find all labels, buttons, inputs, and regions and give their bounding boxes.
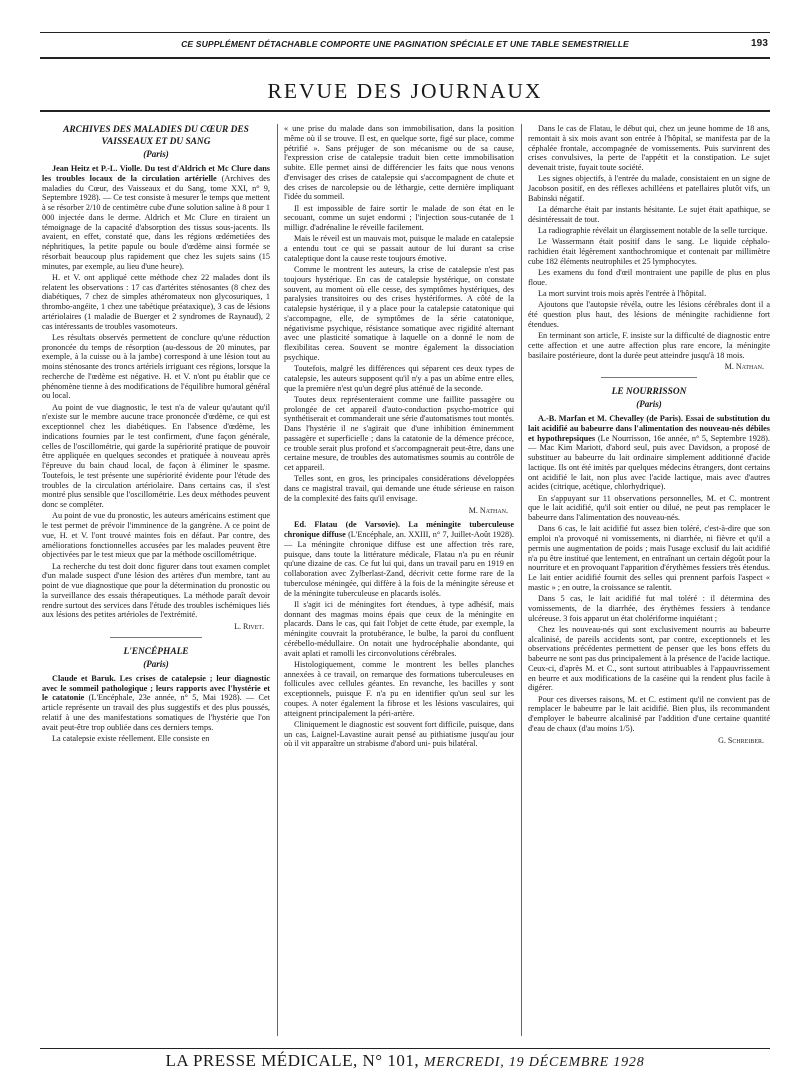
article-heitz: [42, 164, 270, 271]
paragraph: Comme le montrent les auteurs, la crise de catalepsie n'est pas toujours hystérique. En cas de catalepsie hystérique, on constate souvent, au moment où elle cesse, des symptômes hystériques, des paralysies transitoires ou des crises hystériformes. A côté de la catalepsie hystérique, il y a place pour la catalepsie catatonique qui s'accompagne, elle, de symptômes de la série catatonique, négativisme psychique, résistance somatique avec rigidité alternant avec une plasticité somatique à laquelle on a donné le nom de flexibilitas cerea. Souvent se montre également la dissociation psychique.: [284, 265, 514, 362]
paragraph: La démarche était par instants hésitante. Le sujet était apathique, se désintéressait de tout.: [528, 205, 770, 224]
paragraph: Les examens du fond d'œil montraient une papille de plus en plus floue.: [528, 268, 770, 287]
paragraph: Toutefois, malgré les différences qui séparent ces deux types de catalepsie, les auteurs supposent qu'il n'y a pas un abîme entre elles, que la première n'est qu'un degré plus atténué de la seconde.: [284, 364, 514, 393]
column-1: [42, 124, 270, 1036]
running-header: [40, 32, 770, 59]
author-signature: M. Nathan.: [468, 505, 508, 515]
paragraph: Cliniquement le diagnostic est souvent fort difficile, puisque, dans un cas, Laignel-Lavastine aurait pensé au pithiatisme jusqu'au jour où il vit apparaître un strabisme d'abord uni- puis bilatéral.: [284, 719, 514, 749]
footer-date: MERCREDI, 19 DÉCEMBRE 1928: [423, 1055, 645, 1070]
paragraph: Dans 5 cas, le lait acidifié fut mal toléré : il détermina des vomissements, de la diarrhée, des érythèmes fessiers à tendance ulcéreuse. 3 fois apparut un état cholériforme inquiétant ;: [528, 594, 770, 623]
article-flatau: [284, 520, 514, 598]
article-text: (Le Nourrisson, 16e année, n° 5, Septembre 1928). — Mac Kim Mariott, d'abord seul, puis avec Davidson, a proposé de substituer au babeurre du lait ordinaire simplement additionné d'acide lactique. Ils ont été imités par quelques médecins étrangers, dont certains ont acidifié le lait, non plus avec l'acide lactique, mais avec d'autres acides (citrique, acétique, chlorhydrique).: [528, 433, 770, 492]
paragraph: Au point de vue du pronostic, les auteurs américains estiment que le test permet de prévoir l'imminence de la gangrène. A ce point de vue, H. et V. l'ont trouvé maintes fois en défaut. Par contre, des améliorations fonctionnelles accusées par les malades peuvent être objectivées par le test mieux que par la méthode oscillométrique.: [42, 511, 270, 560]
paragraph: En s'appuyant sur 11 observations personnelles, M. et C. montrent que le lait acidifié, qu'il soit entier ou dilué, ne peut pas remplacer le babeurre dans l'alimentation des nouveau-nés.: [528, 493, 770, 522]
paragraph: Chez les nouveau-nés qui sont exclusivement nourris au babeurre alcalinisé, de pareils accidents sont, par contre, exceptionnels et les observations précédentes permettent de penser que les bons effets du babeurre ne sont pas dus principalement à la présence de l'acide lactique. Ceux-ci, d'après M. et C., sont surtout attribuables à l'appauvrissement en beurre et aux modifications de la caséine qui la rendent plus facile à digérer.: [528, 624, 770, 693]
section-city: (Paris): [143, 149, 169, 159]
paragraph: Il s'agit ici de méningites fort étendues, à type adhésif, mais donnant des magmas moins épais que ceux de la méningite en placards. Dans le cas, qui fait l'objet de cette étude, par exemple, la méningite couvrait la protubérance, le bulbe, la paroi du confluent cérébello-médullaire. On notait une hydrocéphalie abondante, qui avait aplati et ramolli les circonvolutions cérébrales.: [284, 599, 514, 658]
paragraph: Les résultats observés permettent de conclure qu'une réduction prononcée du temps de résorption (au-dessous de 20 minutes, par exemple, à la cuisse ou à la jambe) correspond à une lésion tout au moins sténosante des troncs artériels irriguant ces régions, lorsque la recherche de l'œdème est négative. H. et V. n'ont pu établir que ce phénomène tienne à des modifications de l'équilibre humoral général ou local.: [42, 332, 270, 401]
title-rule: [40, 110, 770, 112]
section-heading-encephale: L'ENCÉPHALE: [123, 646, 189, 657]
page-footer: [40, 1048, 770, 1071]
section-divider: [110, 637, 201, 638]
article-lead: A.-B. Marfan et M. Chevalley (de Paris). Essai de substitution du lait acidifié au babeurre dans l'alimentation des nouveau-nés débiles et hypothrepsiques: [528, 414, 770, 443]
paragraph: Toutes deux représenteraient comme une faillite passagère ou prolongée de cet appareil d'auto-conduction psycho-motrice qui synthétiserait et commanderait une série d'automatismes tout montés. Dans l'hystérie il ne s'agirait que d'une inhibition éminemment passagère et superficielle ; dans la catatonie de la démence précoce, ce trouble serait plus profond et s'accompagnerait peut-être, dans une certaine mesure, de troubles des automatismes soumis au contrôle de cet appareil.: [284, 394, 514, 472]
paragraph: Pour ces diverses raisons, M. et C. estiment qu'il ne convient pas de remplacer le babeurre par le lait acidifié. Bien plus, ils recommandent d'employer le babeurre alcalinisé par l'addition d'une certaine quantité d'eau de chaux (d'au moins 1/5).: [528, 694, 770, 733]
article-claude-baruk: [42, 674, 270, 733]
paragraph: Les signes objectifs, à l'entrée du malade, consistaient en un signe de Jacobson positif, en des réflexes achilléens et patellaires plutôt vifs, un Babinski négatif.: [528, 174, 770, 203]
article-text: (L'Encéphale, an. XXIII, n° 7, Juillet-Août 1928). — La méningite chronique diffuse est une affection très rare, puisque, dans toute la littérature médicale, Flatau n'a pu en réunir qu'une dizaine de cas. Ce fut lui qui, dans un travail paru en 1919 en collaboration avec Zylberlast-Zand, décrivit cette forme rare de la tuberculose méningée, qui diffère à la fois de la méningite séreuse et de la méningite tuberculeuse en placards isolés.: [284, 530, 514, 598]
paragraph: La mort survint trois mois après l'entrée à l'hôpital.: [538, 289, 707, 298]
paragraph: H. et V. ont appliqué cette méthode chez 22 malades dont ils relatent les observations : 17 cas d'artérites sténosantes (8 chez des diabétiques, 7 chez de simples athéromateux non glycosuriques, 1 thrombo-angéite, 1 chez une tabétique préataxique), 3 cas de lésions artériolaires (1 maladie de Buerger et 2 syndromes de Raynaud), 2 cas intéressants de troubles vasomoteurs.: [42, 272, 270, 331]
article-text: (Archives des maladies du Cœur, des Vaisseaux et du Sang, tome XXI, n° 9, Septembre 1928). — Ce test consiste à mesurer le temps que mettent à se résorber 2/10 de centimètre cube d'une solution saline à 8 pour 1 000 injectée dans le derme. Aldrich et Mc Clure en tiraient un témoignage de la capacité d'absorption des tissus sous-jacents. Ils avaient, en effet, constaté que, dans les régions œdémetiées des néphritiques, la petite papule ou boule d'œdème ainsi formée se résorbait beaucoup plus rapidement que chez les sujets sains (15 minutes, par exemple, au lieu d'une heure).: [42, 173, 270, 271]
article-lead: Claude et Baruk. Les crises de catalepsie ; leur diagnostic avec le sommeil pathologique ; leurs rapports avec l'hystérie et le catatonie: [42, 673, 270, 703]
paragraph: Le Wassermann était positif dans le sang. Le liquide céphalo-rachidien était légèrement xanthochromique et contenait par millimètre cube 182 éléments neutrophiles et 25 lymphocytes.: [528, 237, 770, 266]
running-title: CE SUPPLÉMENT DÉTACHABLE COMPORTE UNE PAGINATION SPÉCIALE ET UNE TABLE SEMESTRIELLE: [181, 39, 629, 49]
article-lead: Ed. Flatau (de Varsovie). La méningite tuberculeuse chronique diffuse: [284, 520, 514, 539]
page-number: 193: [751, 38, 768, 49]
footer-journal: LA PRESSE MÉDICALE, N° 101,: [165, 1051, 420, 1070]
paragraph: Dans 6 cas, le lait acidifié fut assez bien toléré, c'est-à-dire que son emploi n'a provoqué ni vomissements, ni diarrhée, ni fièvre et qu'il a permis une augmentation de poids ; mais l'usage exclusif du lait acidifié n'a pu être institué que lentement, en entraînant un certain dégoût pour la nourriture et en provoquant l'apparition d'érythèmes fessiers très étendus. Le lait entier acidifié fournit des selles qui prennent parfois l'aspect « mastic » ; en outre, la croissance se ralentit.: [528, 524, 770, 592]
paragraph: La recherche du test doit donc figurer dans tout examen complet d'un malade suspect d'une lésion des artères d'un membre, tant au point de vue diagnostique que pour la détermination du pronostic ou la surveillance des essais thérapeutiques. La méthode paraît devoir rendre surtout des services dans l'étude des troubles ischémiques liés aux lésions des petites artérioles de l'extrémité.: [42, 561, 270, 620]
paragraph: La radiographie révélait un élargissement notable de la selle turcique.: [538, 226, 768, 235]
paragraph: La catalepsie existe réellement. Elle consiste en: [52, 733, 210, 743]
column-divider-2: [521, 124, 522, 1036]
paragraph: Histologiquement, comme le montrent les belles planches annexées à ce travail, on remarque des formations tuberculeuses en follicules avec cellules géantes. En revanche, les bacilles y sont exceptionnels, puisque F. n'a pu en identifier qu'un seul sur les coupes. A noter également la fibrose et les lésions vasculaires, qui atteignent principalement la péri-artère.: [284, 659, 514, 718]
page-title: REVUE DES JOURNAUX: [267, 79, 543, 103]
paragraph: « une prise du malade dans son immobilisation, dans la position même où il se trouve. Il est, en quelque sorte, figé sur place, comme pétrifié ». Sans préjuger de son mécanisme ou de sa cause, l'expression crise de catalepsie traduit bien cette immobilisation subite. Elle permet ainsi de différencier les faits que nous venons d'envisager des crises de catalepsie qui s'accompagnent de chute et des crises de narcolepsie ou de léthargie, cette dernière impliquant l'idée du sommeil.: [284, 124, 514, 202]
paragraph: Il est impossible de faire sortir le malade de son état en le secouant, comme un sujet endormi ; l'injection sous-cutanée de 1 milligr. d'adrénaline le réveille facilement.: [284, 203, 514, 232]
paragraph: Dans le cas de Flatau, le début qui, chez un jeune homme de 18 ans, remontait à six mois avant son entrée à l'hôpital, se manifesta par de la céphalée frontale, accompagnée de vomissements. Puis survinrent des crises convulsives, la perte de l'appétit et la constipation. Le sujet devenait triste, fuyait toute société.: [528, 124, 770, 172]
paragraph: Telles sont, en gros, les principales considérations développées dans ce magistral travail, qui demande une étude sérieuse en raison de la complexité des faits qu'il envisage.: [284, 474, 514, 503]
paragraph: Au point de vue diagnostic, le test n'a de valeur qu'autant qu'il n'existe sur le membre aucune trace prononcée d'œdème, ce qui est exceptionnel chez les diabétiques. En l'absence d'œdème, les indications fournies par le test confirment, d'une façon générale, celles de l'oscillométrie, qui garde la supériorité pratique de pouvoir être appliquée en quelques secondes et pratiquée à nouveau après l'épreuve du bain chaud local, de façon à éliminer le spasme. Toutefois, le test présente une supériorité évidente pour l'étude des troubles de la circulation artériolaire. Dans certains cas, il s'est montré plus sensible que l'oscillométrie. Les deux méthodes peuvent donc se compléter.: [42, 402, 270, 509]
author-signature: G. Schreiber.: [718, 735, 764, 745]
column-2: [284, 124, 514, 1036]
section-city: (Paris): [636, 399, 662, 409]
author-signature: M. Nathan.: [724, 362, 764, 372]
section-city: (Paris): [143, 658, 169, 669]
section-heading-archives: ARCHIVES DES MALADIES DU CŒUR DES VAISSEAUX ET DU SANG: [63, 125, 249, 147]
author-signature: L. Rivet.: [234, 622, 264, 631]
article-text: (L'Encéphale, 23e année, n° 5, Mai 1928). — Cet article représente un travail des plus suggestifs et des plus poussés, relatif à une des manifestations somatiques de l'hystérie que l'on avait peut-être trop oubliée dans ces derniers temps.: [42, 693, 270, 732]
section-heading-nourrisson: LE NOURRISSON: [611, 387, 687, 397]
column-3: [528, 124, 770, 1036]
article-lead: Jean Heitz et P.-L. Violle. Du test d'Aldrich et Mc Clure dans les troubles locaux de la circulation artérielle: [42, 164, 270, 183]
paragraph: Ajoutons que l'autopsie révéla, outre les lésions cérébrales dont il a été question plus haut, des lésions de méningite rachidienne fort étendues.: [528, 300, 770, 329]
column-divider-1: [277, 124, 278, 1036]
article-marfan: [528, 414, 770, 492]
paragraph: En terminant son article, F. insiste sur la difficulté de diagnostic entre cette affection et une autre affection plus rare encore, la méningite basilaire postérieure, dont la durée peut atteindre jusqu'à 18 mois.: [528, 331, 770, 360]
paragraph: Mais le réveil est un mauvais mot, puisque le malade en catalepsie a entendu tout ce qui se passait autour de lui durant sa crise cataleptique dont la cause reste toujours émotive.: [284, 234, 514, 263]
section-divider: [601, 377, 698, 378]
